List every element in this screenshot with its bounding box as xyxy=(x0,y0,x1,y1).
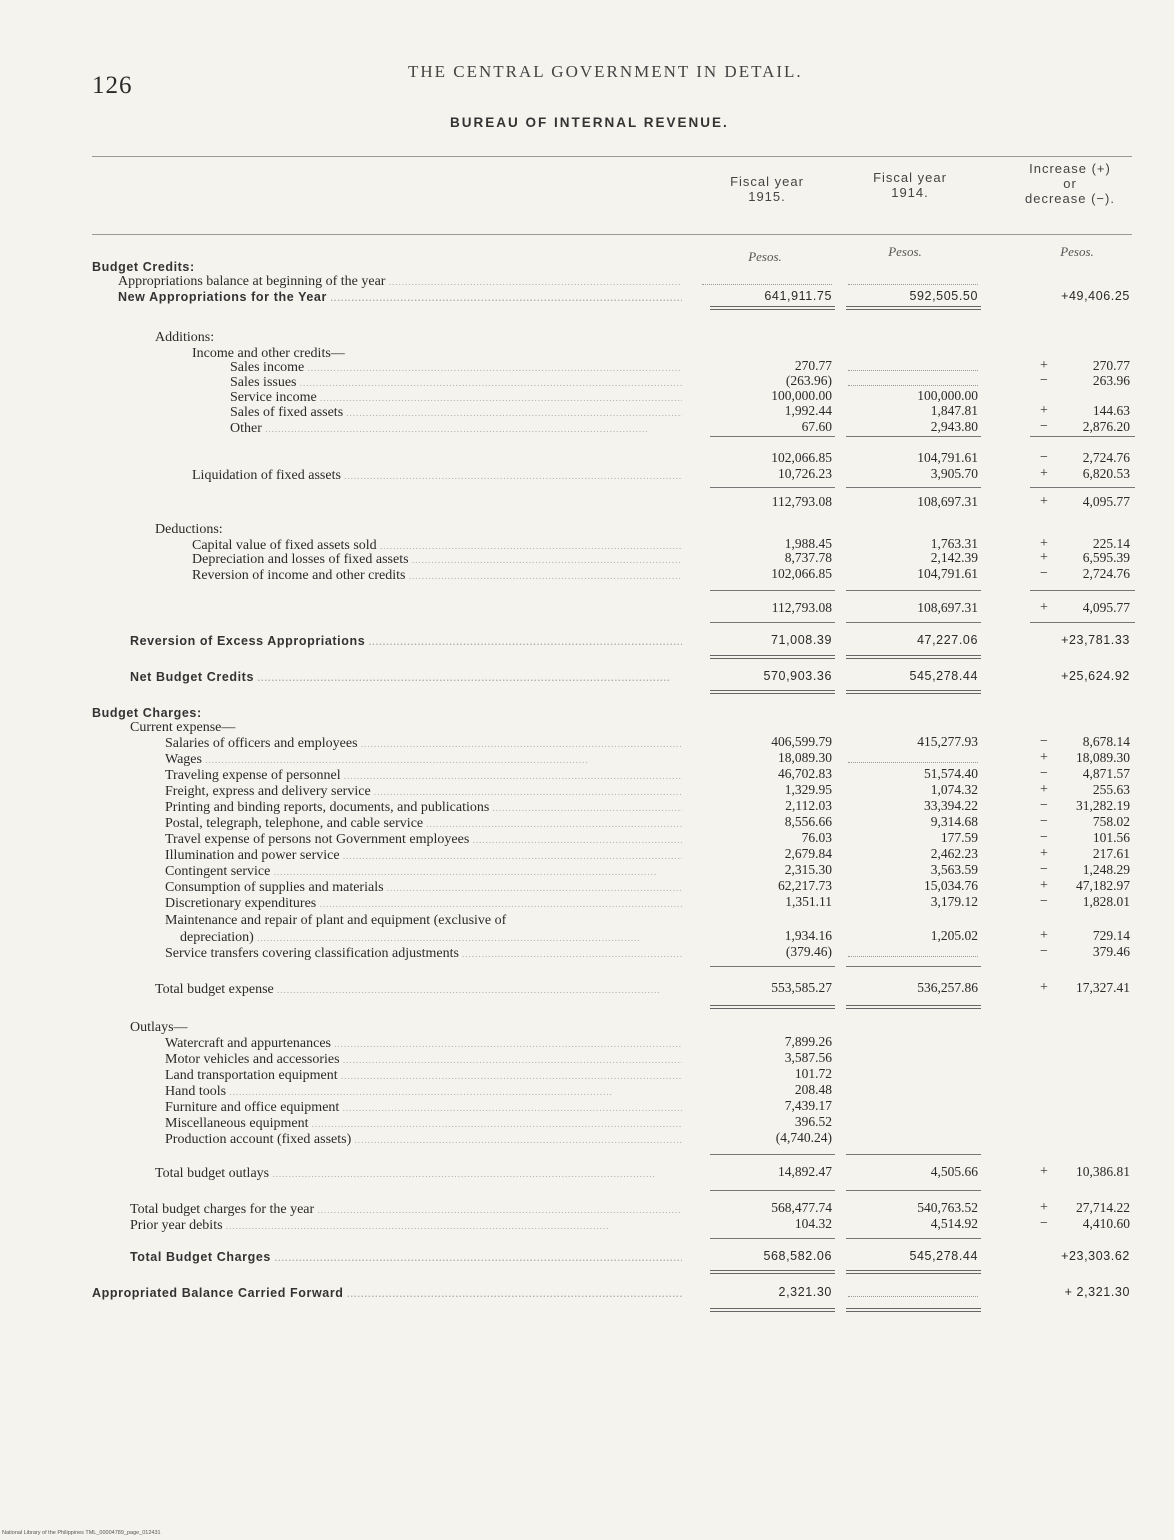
row-label: Furniture and office equipment ..... xyxy=(165,1100,682,1114)
value-fy1915: 208.48 xyxy=(794,1082,832,1097)
row-label-wrap xyxy=(130,1018,682,1034)
row-label: Land transportation equipment ..... xyxy=(165,1068,682,1082)
row-label: Contingent service ..... xyxy=(165,864,657,878)
column-head-fy1914-line1: Fiscal year xyxy=(873,170,947,185)
row-label: Total budget charges for the year ..... xyxy=(130,1202,682,1216)
change-sign: − xyxy=(1040,830,1048,845)
row-label: Travel expense of persons not Government employees ..... xyxy=(165,832,682,846)
row-label: Deductions: xyxy=(155,522,223,536)
value-fy1915: 14,892.47 xyxy=(778,1164,832,1179)
row-label-wrap xyxy=(130,718,682,734)
row-label-wrap xyxy=(165,911,682,927)
top-rule xyxy=(92,156,1132,157)
row-label-wrap xyxy=(165,862,682,878)
value-change: 144.63 xyxy=(1092,403,1130,418)
row-label: Sales of fixed assets ..... xyxy=(230,405,682,419)
section-title: BUREAU OF INTERNAL REVENUE. xyxy=(450,115,729,130)
value-fy1915: 112,793.08 xyxy=(771,600,832,615)
value-fy1915: 396.52 xyxy=(794,1114,832,1129)
value-change: 6,820.53 xyxy=(1082,466,1130,481)
total-rule xyxy=(846,1190,981,1191)
value-fy1914: 2,142.39 xyxy=(930,550,978,565)
value-fy1915: 1,992.44 xyxy=(784,403,832,418)
row-label-wrap xyxy=(118,272,682,288)
value-fy1914: 4,505.66 xyxy=(930,1164,978,1179)
row-label: Salaries of officers and employees ..... xyxy=(165,736,682,750)
total-rule xyxy=(1030,622,1135,623)
value-change: 270.77 xyxy=(1092,358,1130,373)
value-change: 17,327.41 xyxy=(1076,980,1130,995)
row-label-wrap xyxy=(165,814,682,830)
value-fy1915: 67.60 xyxy=(801,419,832,434)
running-head: THE CENTRAL GOVERNMENT IN DETAIL. xyxy=(408,62,803,81)
total-rule xyxy=(710,966,835,967)
value-fy1914-blank xyxy=(848,385,978,386)
value-fy1915: 7,899.26 xyxy=(784,1034,832,1049)
value-change: 101.56 xyxy=(1092,830,1130,845)
value-change: 2,876.20 xyxy=(1082,419,1130,434)
unit-fy1915: Pesos. xyxy=(748,249,782,264)
value-change: 10,386.81 xyxy=(1076,1164,1130,1179)
value-fy1915: 102,066.85 xyxy=(771,450,832,465)
value-fy1914: 536,257.86 xyxy=(917,980,978,995)
row-label: Income and other credits— xyxy=(192,346,345,360)
column-head-change-line3: decrease (−). xyxy=(1025,191,1115,206)
unit-change: Pesos. xyxy=(1060,244,1094,259)
value-fy1914: 4,514.92 xyxy=(930,1216,978,1231)
double-rule xyxy=(710,1005,835,1009)
column-head-fy1914 xyxy=(855,170,965,200)
change-sign: + xyxy=(1040,750,1048,765)
value-fy1915: 1,329.95 xyxy=(784,782,832,797)
double-rule xyxy=(846,690,981,694)
value-fy1914: 108,697.31 xyxy=(917,600,978,615)
value-fy1914: 1,847.81 xyxy=(930,403,978,418)
change-sign: − xyxy=(1040,419,1048,434)
value-fy1915: 570,903.36 xyxy=(763,669,832,683)
row-label: Net Budget Credits ..... xyxy=(130,670,671,684)
row-label-wrap xyxy=(130,1248,682,1264)
row-label: Maintenance and repair of plant and equipment (exclusive of xyxy=(165,913,507,927)
total-rule xyxy=(710,487,835,488)
change-sign: + xyxy=(1040,782,1048,797)
row-label-wrap xyxy=(165,1066,682,1082)
value-change: 225.14 xyxy=(1092,536,1130,551)
value-fy1914: 3,905.70 xyxy=(930,466,978,481)
row-label: Capital value of fixed assets sold ..... xyxy=(192,538,682,552)
value-fy1915: 18,089.30 xyxy=(778,750,832,765)
value-change: 729.14 xyxy=(1092,928,1130,943)
value-fy1914: 2,943.80 xyxy=(930,419,978,434)
value-fy1914-blank xyxy=(848,956,978,957)
total-rule xyxy=(846,436,981,437)
row-label-wrap xyxy=(155,980,682,996)
change-sign: + xyxy=(1040,536,1048,551)
row-label-wrap xyxy=(180,928,682,944)
total-rule xyxy=(1030,487,1135,488)
column-head-change xyxy=(1000,161,1140,206)
value-fy1915: 100,000.00 xyxy=(771,388,832,403)
value-fy1915: 641,911.75 xyxy=(764,289,832,303)
value-change: 4,410.60 xyxy=(1082,1216,1130,1231)
row-label-wrap xyxy=(130,1200,682,1216)
value-fy1914: 108,697.31 xyxy=(917,494,978,509)
value-fy1915: (4,740.24) xyxy=(775,1130,832,1145)
row-label-wrap xyxy=(230,358,682,374)
column-head-change-line2: or xyxy=(1063,176,1077,191)
change-sign: + xyxy=(1040,466,1048,481)
value-fy1914: 1,074.32 xyxy=(930,782,978,797)
row-label-wrap xyxy=(230,419,682,435)
value-fy1914: 47,227.06 xyxy=(916,633,978,647)
value-change: 217.61 xyxy=(1092,846,1130,861)
value-fy1914: 177.59 xyxy=(940,830,978,845)
value-fy1914: 592,505.50 xyxy=(909,289,978,303)
row-label: New Appropriations for the Year ..... xyxy=(118,290,682,304)
total-rule xyxy=(846,1154,981,1155)
row-label-wrap xyxy=(165,782,682,798)
value-fy1915: 101.72 xyxy=(794,1066,832,1081)
value-fy1915: 8,556.66 xyxy=(784,814,832,829)
value-change: +23,303.62 xyxy=(1061,1249,1130,1263)
change-sign: − xyxy=(1040,862,1048,877)
value-fy1915: 1,988.45 xyxy=(784,536,832,551)
value-change: 27,714.22 xyxy=(1076,1200,1130,1215)
row-label: Appropriations balance at beginning of the year ..... xyxy=(118,274,682,288)
value-fy1915: 104.32 xyxy=(794,1216,832,1231)
row-label: Miscellaneous equipment ..... xyxy=(165,1116,682,1130)
change-sign: − xyxy=(1040,814,1048,829)
double-rule xyxy=(846,306,981,310)
total-rule xyxy=(710,1154,835,1155)
value-fy1915: 3,587.56 xyxy=(784,1050,832,1065)
row-label: Additions: xyxy=(155,330,215,344)
row-label: Discretionary expenditures ..... xyxy=(165,896,682,910)
double-rule xyxy=(846,1308,981,1312)
value-fy1915: 270.77 xyxy=(794,358,832,373)
row-label: Total budget outlays ..... xyxy=(155,1166,656,1180)
value-fy1915: 71,008.39 xyxy=(770,633,832,647)
row-label: Watercraft and appurtenances ..... xyxy=(165,1036,682,1050)
value-fy1914: 2,462.23 xyxy=(930,846,978,861)
value-change: 1,248.29 xyxy=(1082,862,1130,877)
row-label: Hand tools ..... xyxy=(165,1084,613,1098)
value-fy1914: 540,763.52 xyxy=(917,1200,978,1215)
change-sign: + xyxy=(1040,358,1048,373)
value-fy1915: 2,112.03 xyxy=(785,798,832,813)
total-rule xyxy=(710,436,835,437)
value-fy1914: 1,763.31 xyxy=(930,536,978,551)
row-label-wrap xyxy=(155,328,682,344)
total-rule xyxy=(710,1238,835,1239)
value-change: 2,724.76 xyxy=(1082,566,1130,581)
row-label-wrap xyxy=(192,466,682,482)
double-rule xyxy=(846,655,981,659)
total-rule xyxy=(710,590,835,591)
change-sign: − xyxy=(1040,450,1048,465)
change-sign: − xyxy=(1040,798,1048,813)
value-fy1914-blank xyxy=(848,284,978,285)
value-change: 379.46 xyxy=(1092,944,1130,959)
change-sign: − xyxy=(1040,766,1048,781)
change-sign: + xyxy=(1040,403,1048,418)
value-fy1914: 9,314.68 xyxy=(930,814,978,829)
row-label-wrap xyxy=(130,1216,682,1232)
value-fy1914: 545,278.44 xyxy=(909,669,978,683)
row-label: Current expense— xyxy=(130,720,236,734)
double-rule xyxy=(710,1308,835,1312)
row-label-wrap xyxy=(192,566,682,582)
value-fy1914: 545,278.44 xyxy=(909,1249,978,1263)
value-fy1914: 100,000.00 xyxy=(917,388,978,403)
row-label: depreciation) ..... xyxy=(180,930,641,944)
change-sign: + xyxy=(1040,928,1048,943)
value-fy1915: (263.96) xyxy=(785,373,832,388)
value-fy1915: 10,726.23 xyxy=(778,466,832,481)
page-number: 126 xyxy=(92,72,133,99)
row-label-wrap xyxy=(165,894,682,910)
value-change: 4,095.77 xyxy=(1082,600,1130,615)
row-label: Total budget expense ..... xyxy=(155,982,661,996)
row-label-wrap xyxy=(165,830,682,846)
value-fy1915: 76.03 xyxy=(801,830,832,845)
row-label-wrap xyxy=(165,944,682,960)
change-sign: + xyxy=(1040,600,1048,615)
row-label: Reversion of Excess Appropriations ..... xyxy=(130,634,682,648)
value-fy1914-blank xyxy=(848,1296,978,1297)
change-sign: + xyxy=(1040,980,1048,995)
row-label: Liquidation of fixed assets ..... xyxy=(192,468,682,482)
value-change: 47,182.97 xyxy=(1076,878,1130,893)
value-fy1914-blank xyxy=(848,762,978,763)
change-sign: + xyxy=(1040,494,1048,509)
value-change: 2,724.76 xyxy=(1082,450,1130,465)
value-fy1915: 46,702.83 xyxy=(778,766,832,781)
value-fy1915: 2,321.30 xyxy=(778,1285,832,1299)
value-change: 1,828.01 xyxy=(1082,894,1130,909)
row-label: Budget Charges: xyxy=(92,706,202,720)
value-change: 31,282.19 xyxy=(1076,798,1130,813)
row-label: Printing and binding reports, documents, and publications ..... xyxy=(165,800,682,814)
row-label: Depreciation and losses of fixed assets ..... xyxy=(192,552,682,566)
change-sign: − xyxy=(1040,373,1048,388)
row-label-wrap xyxy=(192,550,682,566)
value-fy1915: 553,585.27 xyxy=(771,980,832,995)
row-label: Production account (fixed assets) ..... xyxy=(165,1132,682,1146)
change-sign: − xyxy=(1040,734,1048,749)
column-head-fy1915-line2: 1915. xyxy=(748,189,786,204)
row-label: Traveling expense of personnel ..... xyxy=(165,768,682,782)
row-label-wrap xyxy=(92,1284,682,1300)
value-fy1915: 7,439.17 xyxy=(784,1098,832,1113)
change-sign: + xyxy=(1040,1200,1048,1215)
value-fy1915: 102,066.85 xyxy=(771,566,832,581)
row-label-wrap xyxy=(155,520,682,536)
row-label: Prior year debits ..... xyxy=(130,1218,609,1232)
row-label: Other ..... xyxy=(230,421,649,435)
value-fy1915: (379.46) xyxy=(785,944,832,959)
value-fy1914: 415,277.93 xyxy=(917,734,978,749)
value-fy1914: 3,179.12 xyxy=(930,894,978,909)
value-fy1914: 1,205.02 xyxy=(930,928,978,943)
value-fy1915: 406,599.79 xyxy=(771,734,832,749)
row-label: Postal, telegraph, telephone, and cable service ..... xyxy=(165,816,682,830)
change-sign: + xyxy=(1040,846,1048,861)
value-fy1914-blank xyxy=(848,370,978,371)
value-change: + 2,321.30 xyxy=(1064,1285,1130,1299)
row-label-wrap xyxy=(165,1114,682,1130)
value-fy1915: 2,679.84 xyxy=(784,846,832,861)
unit-fy1914: Pesos. xyxy=(888,244,922,259)
total-rule xyxy=(1030,590,1135,591)
row-label-wrap xyxy=(230,388,682,404)
total-rule xyxy=(846,622,981,623)
value-fy1914: 104,791.61 xyxy=(917,450,978,465)
row-label-wrap xyxy=(165,798,682,814)
double-rule xyxy=(846,1270,981,1274)
value-change: 758.02 xyxy=(1092,814,1130,829)
row-label-wrap xyxy=(165,846,682,862)
total-rule xyxy=(710,1190,835,1191)
double-rule xyxy=(710,655,835,659)
row-label: Budget Credits: xyxy=(92,260,195,274)
total-rule xyxy=(846,1238,981,1239)
row-label: Service transfers covering classification adjustments ..... xyxy=(165,946,682,960)
value-fy1915: 62,217.73 xyxy=(778,878,832,893)
row-label: Wages ..... xyxy=(165,752,589,766)
change-sign: + xyxy=(1040,1164,1048,1179)
row-label: Motor vehicles and accessories ..... xyxy=(165,1052,682,1066)
change-sign: − xyxy=(1040,1216,1048,1231)
row-label-wrap xyxy=(230,373,682,389)
row-label: Sales income ..... xyxy=(230,360,682,374)
row-label-wrap xyxy=(230,403,682,419)
row-label-wrap xyxy=(165,766,682,782)
value-fy1914: 33,394.22 xyxy=(924,798,978,813)
total-rule xyxy=(1030,436,1135,437)
change-sign: − xyxy=(1040,894,1048,909)
row-label: Consumption of supplies and materials ..... xyxy=(165,880,682,894)
double-rule xyxy=(710,690,835,694)
change-sign: − xyxy=(1040,566,1048,581)
row-label-wrap xyxy=(130,632,682,648)
value-fy1915: 568,582.06 xyxy=(763,1249,832,1263)
row-label-wrap xyxy=(165,1130,682,1146)
double-rule xyxy=(710,1270,835,1274)
value-fy1915: 8,737.78 xyxy=(784,550,832,565)
row-label: Service income ..... xyxy=(230,390,682,404)
column-head-change-line1: Increase (+) xyxy=(1029,161,1111,176)
header-rule xyxy=(92,234,1132,235)
value-fy1915: 568,477.74 xyxy=(771,1200,832,1215)
value-fy1914: 51,574.40 xyxy=(924,766,978,781)
change-sign: + xyxy=(1040,550,1048,565)
value-fy1915: 112,793.08 xyxy=(771,494,832,509)
footer-source: National Library of the Philippines TML_00004789_page_012431 xyxy=(2,1530,161,1536)
change-sign: − xyxy=(1040,944,1048,959)
value-fy1914: 3,563.59 xyxy=(930,862,978,877)
row-label: Sales issues ..... xyxy=(230,375,682,389)
change-sign: + xyxy=(1040,878,1048,893)
total-rule xyxy=(846,966,981,967)
value-fy1914: 15,034.76 xyxy=(924,878,978,893)
row-label-wrap xyxy=(165,1034,682,1050)
row-label-wrap xyxy=(165,1098,682,1114)
row-label-wrap xyxy=(155,1164,682,1180)
total-rule xyxy=(710,622,835,623)
column-head-fy1915-line1: Fiscal year xyxy=(730,174,804,189)
row-label-wrap xyxy=(118,288,682,304)
row-label-wrap xyxy=(165,1082,682,1098)
row-label: Appropriated Balance Carried Forward ..... xyxy=(92,1286,682,1300)
column-head-fy1914-line2: 1914. xyxy=(891,185,929,200)
value-change: 18,089.30 xyxy=(1076,750,1130,765)
value-change: +23,781.33 xyxy=(1061,633,1130,647)
value-fy1915-blank xyxy=(702,284,832,285)
row-label: Outlays— xyxy=(130,1020,188,1034)
value-fy1915: 1,351.11 xyxy=(785,894,832,909)
total-rule xyxy=(846,590,981,591)
value-change: 255.63 xyxy=(1092,782,1130,797)
value-change: 4,095.77 xyxy=(1082,494,1130,509)
row-label-wrap xyxy=(165,734,682,750)
row-label: Illumination and power service ..... xyxy=(165,848,682,862)
value-fy1915: 1,934.16 xyxy=(784,928,832,943)
value-change: 4,871.57 xyxy=(1082,766,1130,781)
value-fy1914: 104,791.61 xyxy=(917,566,978,581)
row-label: Reversion of income and other credits ..... xyxy=(192,568,682,582)
row-label-wrap xyxy=(130,668,682,684)
row-label: Total Budget Charges ..... xyxy=(130,1250,682,1264)
row-label-wrap xyxy=(165,750,682,766)
value-change: +25,624.92 xyxy=(1061,669,1130,683)
value-change: 6,595.39 xyxy=(1082,550,1130,565)
row-label-wrap xyxy=(165,1050,682,1066)
column-head-fy1915 xyxy=(712,174,822,204)
value-change: 263.96 xyxy=(1092,373,1130,388)
value-fy1915: 2,315.30 xyxy=(784,862,832,877)
value-change: +49,406.25 xyxy=(1061,289,1130,303)
row-label: Freight, express and delivery service ..... xyxy=(165,784,682,798)
double-rule xyxy=(710,306,835,310)
total-rule xyxy=(846,487,981,488)
double-rule xyxy=(846,1005,981,1009)
value-change: 8,678.14 xyxy=(1082,734,1130,749)
row-label-wrap xyxy=(165,878,682,894)
